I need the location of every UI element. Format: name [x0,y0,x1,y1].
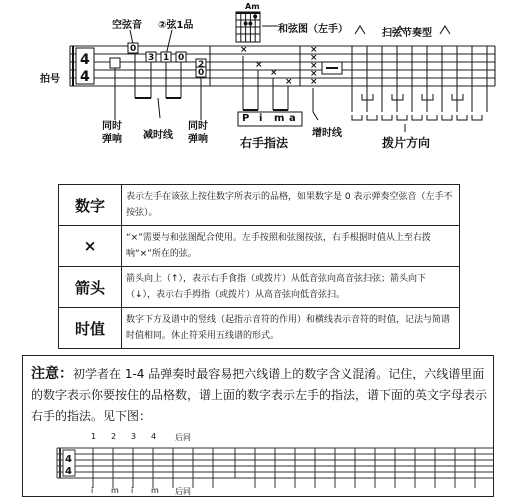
svg-text:×: × [310,77,318,87]
note-body: 初学者在 1-4 品弹奏时最容易把六线谱上的数字含义混淆。记住，六线谱里面的数字表示你要按住的品格数，谱上面的数字表示左手的指法，谱下面的英文字母表示右手的指法。见下图： [31,367,488,423]
table-row [59,308,460,349]
mini-time-sig-top: 4 [65,454,72,465]
finger-number-1: 1 [91,432,97,441]
mini-tab-staff [23,356,493,496]
mini-time-sig-bottom: 4 [65,466,72,477]
simultaneous-label-1: 同时弹响 [102,121,122,145]
desc-duration: 数字下方及谱中的竖线（起指示音符的作用）和横线表示音符的时值，记法与简谱时值相同。休止符采用五线谱的形式。 [122,308,460,349]
time-signature-label: 拍号 [40,74,60,85]
finger-m: m [274,113,285,124]
term-duration: 时值 [59,308,122,349]
svg-text:×: × [310,69,318,79]
svg-text:×: × [310,53,318,63]
table-row [59,267,460,308]
finger-number-3: 3 [131,432,137,441]
finger-letter-1: i [91,486,94,495]
term-cross: × [59,226,122,267]
tab-number-1: 3 [148,53,155,63]
finger-letter-2: m [111,486,119,495]
tab-number-5: 0 [198,68,205,78]
chord-box [236,12,278,42]
tab-number-2: 1 [163,53,170,63]
desc-arrow: 箭头向上（↑），表示右手食指（或拨片）从低音弦向高音弦扫弦；箭头向下（↓），表示右手拇指（或拨片）从高音弦向低音弦扫。 [122,267,460,308]
svg-text:×: × [240,45,248,55]
open-string-label: 空弦音 [112,20,142,31]
finger-number-4: 4 [151,432,157,441]
desc-cross: “×”需要与和弦图配合使用。左手按照和弦图按弦，右手根据时值从上至右拨响“×”所在的弦。 [122,226,460,267]
strum-pattern-label: 扫弦节奏型 [382,28,432,39]
string2-fret1-label: ②弦1品 [158,20,194,31]
svg-text:×: × [255,60,263,70]
reduced-line-label: 减时线 [143,130,173,141]
desc-digit: 表示左手在该弦上按住数字所表示的品格，如果数字是 0 表示弹奏空弦音（左手不按弦）。 [122,185,460,226]
term-arrow: 箭头 [59,267,122,308]
right-hand-fingering-label: 右手指法 [240,136,289,150]
svg-text:×: × [270,68,278,78]
table-row [59,226,460,267]
finger-i: i [259,113,263,124]
svg-text:×: × [285,77,293,87]
extended-line-label: 增时线 [312,128,342,139]
simultaneous-label-2: 同时弹响 [188,121,208,145]
term-digit: 数字 [59,185,122,226]
bottom-same-label: 后同 [175,487,191,496]
legend-table [58,184,460,349]
finger-letter-3: i [131,486,134,495]
tab-number-0: 0 [130,44,137,54]
tab-number-3: 0 [178,53,185,63]
pick-direction-label: 拨片方向 [382,136,431,150]
finger-p: P [242,113,250,124]
note-heading: 注意： [31,366,73,382]
table-row [59,185,460,226]
chord-diagram-label: 和弦图（左手） [278,24,348,35]
chord-name: Am [245,2,260,11]
svg-text:×: × [310,45,318,55]
tab-staff-drawing [0,0,505,180]
finger-letter-4: m [151,486,159,495]
tab-number-4: 2 [198,60,205,70]
time-sig-bottom: 4 [80,69,90,85]
top-same-label: 后同 [175,433,191,442]
finger-a: a [289,113,296,124]
time-sig-top: 4 [80,52,90,68]
finger-number-2: 2 [111,432,117,441]
note-box [22,355,494,497]
svg-text:×: × [310,61,318,71]
